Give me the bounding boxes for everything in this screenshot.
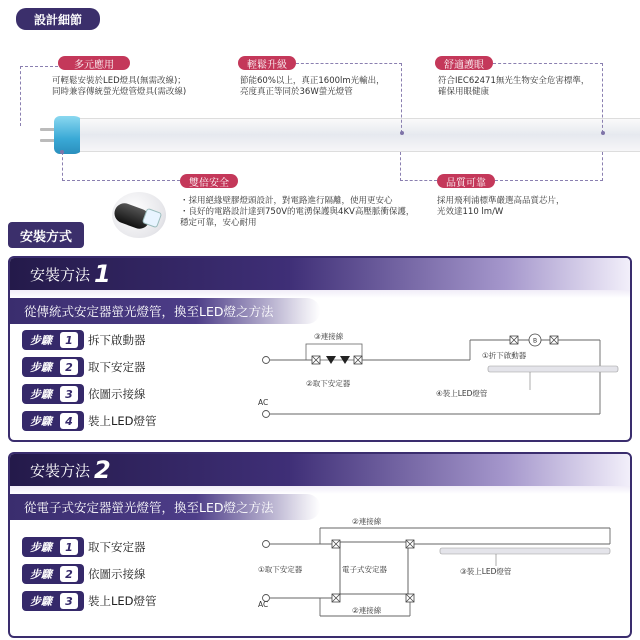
m2-label-connect-top: ②連接線: [352, 517, 382, 526]
m2-label-remove-ballast: ①取下安定器: [258, 565, 303, 574]
method-1-step-2: 步驟 2 取下安定器: [22, 357, 146, 377]
m1-label-remove-starter: ①折下啟動器: [482, 351, 527, 360]
design-details-title: 設計細節: [16, 8, 100, 30]
feature-text-double-safety: ・採用絕緣壁膠燈頭設計，對電路進行隔離，使用更安心 ・良好的電路設計達到750V的電湧保護與4KV高壓脈衝保護， 穩定可靠，安心耐用: [180, 196, 415, 228]
m1-label-install-tube: ④裝上LED燈管: [436, 389, 488, 398]
feature-label-eye-care: 舒適護眼: [435, 56, 493, 70]
method-1-subtitle: 從傳統式安定器螢光燈管，換至LED燈之方法: [10, 298, 320, 324]
feature-label-easy-upgrade: 輕鬆升級: [238, 56, 296, 70]
feature-text-multi-use: 可輕鬆安裝於LED燈具(無需改線)； 同時兼容傳統螢光燈管燈具(需改線): [52, 76, 187, 97]
ballast-symbol: B: [532, 337, 538, 345]
m1-label-ac: AC: [258, 398, 269, 407]
method-2-wiring-diagram: [250, 520, 620, 632]
method-1-step-1: 步驟 1 拆下啟動器: [22, 330, 146, 350]
feature-text-easy-upgrade: 節能60%以上，真正1600lm光輸出， 亮度真正等同於36W螢光燈管: [240, 76, 385, 97]
method-2-tube-symbol: [440, 548, 610, 554]
feature-text-reliable-quality: 採用飛利浦標準嚴選高品質芯片， 光效達110 lm/W: [437, 196, 565, 217]
feature-label-double-safety: 雙倍安全: [180, 174, 238, 188]
m1-label-connect: ③連接線: [314, 332, 344, 341]
method-1-step-3: 步驟 3 依圖示接線: [22, 384, 146, 404]
install-section-title: 安裝方式: [8, 222, 84, 248]
method-2-step-2: 步驟 2 依圖示接線: [22, 564, 146, 584]
method-1-step-4: 步驟 4 裝上LED燈管: [22, 411, 157, 431]
method-2-step-3: 步驟 3 裝上LED燈管: [22, 591, 157, 611]
feature-label-multi-use: 多元應用: [58, 56, 130, 70]
m1-label-remove-ballast: ②取下安定器: [306, 379, 351, 388]
m2-label-connect-bottom: ②連接線: [352, 606, 382, 615]
m2-label-electronic-ballast: 電子式安定器: [342, 565, 387, 574]
m2-label-install-tube: ③裝上LED燈管: [460, 567, 512, 576]
method-1-tube-symbol: [488, 366, 618, 372]
end-cap-closeup-image: [110, 190, 170, 242]
method-2-subtitle: 從電子式安定器螢光燈管，換至LED燈之方法: [10, 494, 320, 520]
method-1-heading: 安裝方法 1: [10, 258, 630, 290]
method-2-step-1: 步驟 1 取下安定器: [22, 537, 146, 557]
m2-label-ac: AC: [258, 600, 269, 609]
feature-text-eye-care: 符合IEC62471無光生物安全危害標準， 確保用眼健康: [438, 76, 590, 97]
feature-label-reliable-quality: 品質可靠: [437, 174, 495, 188]
method-2-heading: 安裝方法 2: [10, 454, 630, 486]
